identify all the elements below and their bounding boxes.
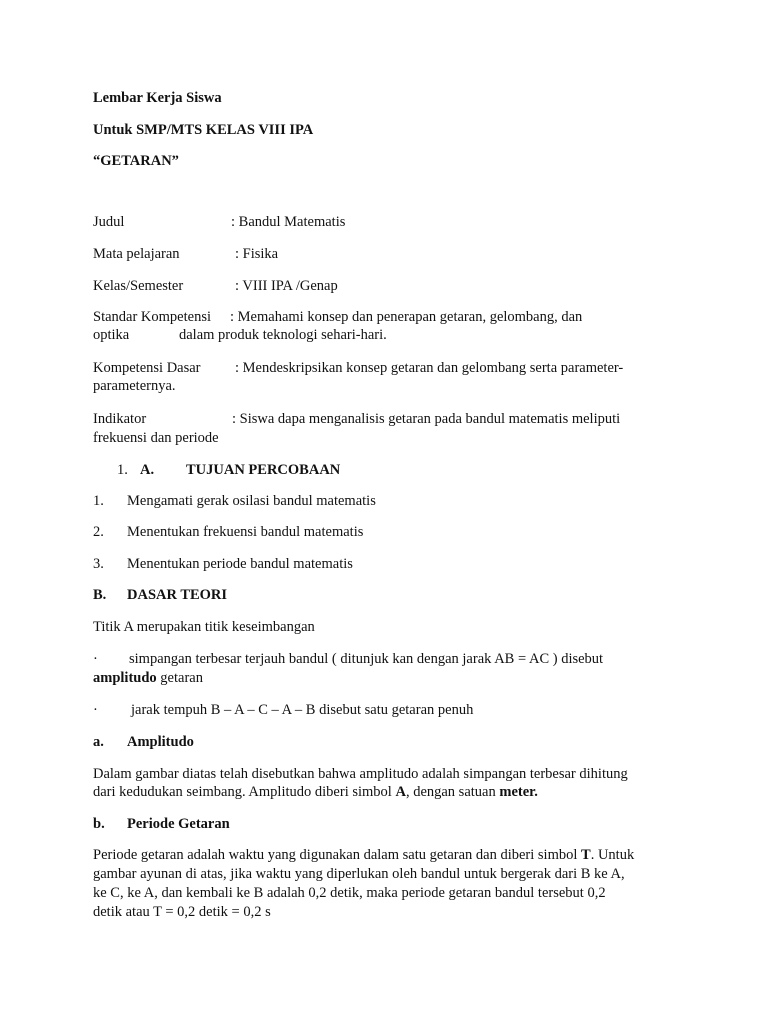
unit-meter: meter. <box>499 784 538 800</box>
list-item-number: 1. <box>93 493 104 509</box>
sub-b-text-line4: detik atau T = 0,2 detik = 0,2 s <box>93 904 271 920</box>
symbol-a: A <box>395 784 406 800</box>
worksheet-title: Lembar Kerja Siswa <box>93 90 222 106</box>
sub-b-letter: b. <box>93 816 105 832</box>
ind-label: Indikator <box>93 411 147 427</box>
info-judul <box>93 213 345 231</box>
bullet-item <box>93 701 473 719</box>
info-standar-kompetensi-cont <box>93 326 387 344</box>
section-b-title: DASAR TEORI <box>127 587 228 603</box>
worksheet-topic: “GETARAN” <box>93 153 179 169</box>
bullet-tail: getaran <box>156 670 203 686</box>
info-mapel <box>93 245 278 263</box>
info-kelas <box>93 277 338 295</box>
info-kompetensi-dasar <box>93 359 623 377</box>
sk-cont-a: optika <box>93 327 130 343</box>
kelas-value: : VIII IPA /Genap <box>235 278 338 294</box>
worksheet-audience: Untuk SMP/MTS KELAS VIII IPA <box>93 122 314 138</box>
judul-label: Judul <box>93 214 125 230</box>
sub-a-text-part: dari kedudukan seimbang. Amplitudo diberi simbol <box>93 784 396 800</box>
sub-b-heading <box>93 815 230 833</box>
section-a-prefix: 1. <box>117 462 128 478</box>
mapel-label: Mata pelajaran <box>93 246 180 262</box>
list-item-text: Mengamati gerak osilasi bandul matematis <box>127 493 376 509</box>
section-a-heading <box>117 461 340 479</box>
sub-a-text-line1: Dalam gambar diatas telah disebutkan bahwa amplitudo adalah simpangan terbesar dihitung <box>93 766 628 782</box>
bullet-item-cont <box>93 669 203 687</box>
sub-b-text-line1 <box>93 846 634 864</box>
ind-cont: frekuensi dan periode <box>93 430 219 446</box>
bullet-text: simpangan terbesar terjauh bandul ( ditunjuk kan dengan jarak AB = AC ) disebut <box>129 651 604 667</box>
judul-value: : Bandul Matematis <box>231 214 346 230</box>
list-item-text: Menentukan frekuensi bandul matematis <box>127 524 364 540</box>
sub-a-heading <box>93 733 194 751</box>
sub-b-title: Periode Getaran <box>127 816 230 832</box>
sub-a-text-part: , dengan satuan <box>405 784 500 800</box>
mapel-value: : Fisika <box>235 246 279 262</box>
sub-b-text-line3: ke C, ke A, dan kembali ke B adalah 0,2 detik, maka periode getaran bandul tersebut 0,2 <box>93 885 606 901</box>
list-item-number: 3. <box>93 556 104 572</box>
kelas-label: Kelas/Semester <box>93 278 184 294</box>
list-item <box>93 492 376 510</box>
kd-value: : Mendeskripsikan konsep getaran dan gelombang serta parameter- <box>235 360 624 376</box>
sub-a-letter: a. <box>93 734 104 750</box>
kd-label: Kompetensi Dasar <box>93 360 201 376</box>
section-b-intro: Titik A merupakan titik keseimbangan <box>93 619 315 635</box>
symbol-t: T <box>581 847 591 863</box>
sub-b-text-part: Periode getaran adalah waktu yang digunakan dalam satu getaran dan diberi simbol <box>93 847 582 863</box>
list-item-text: Menentukan periode bandul matematis <box>127 556 353 572</box>
sub-b-text-part: . Untuk <box>590 847 635 863</box>
section-b-letter: B. <box>93 587 107 603</box>
list-item <box>93 523 363 541</box>
bullet-item <box>93 650 603 668</box>
sub-a-title: Amplitudo <box>127 734 194 750</box>
ind-value: : Siswa dapa menganalisis getaran pada bandul matematis meliputi <box>232 411 621 427</box>
sk-value: : Memahami konsep dan penerapan getaran, gelombang, dan <box>230 309 583 325</box>
sub-b-text-line2: gambar ayunan di atas, jika waktu yang diperlukan oleh bandul untuk bergerak dari B ke A, <box>93 866 625 882</box>
section-b-heading <box>93 586 227 604</box>
sub-a-text-line2 <box>93 783 538 801</box>
section-a-title: TUJUAN PERCOBAAN <box>186 462 341 478</box>
bullet-mark: · <box>93 702 98 718</box>
list-item-number: 2. <box>93 524 104 540</box>
info-indikator <box>93 410 620 428</box>
info-standar-kompetensi <box>93 308 582 326</box>
list-item <box>93 555 353 573</box>
bullet-text: jarak tempuh B – A – C – A – B disebut satu getaran penuh <box>131 702 474 718</box>
kd-cont: parameternya. <box>93 378 176 394</box>
section-a-letter: A. <box>140 462 155 478</box>
amplitudo-term: amplitudo <box>93 670 157 686</box>
bullet-mark: · <box>93 651 98 667</box>
sk-label: Standar Kompetensi <box>93 309 211 325</box>
sk-cont-b: dalam produk teknologi sehari-hari. <box>179 327 387 343</box>
